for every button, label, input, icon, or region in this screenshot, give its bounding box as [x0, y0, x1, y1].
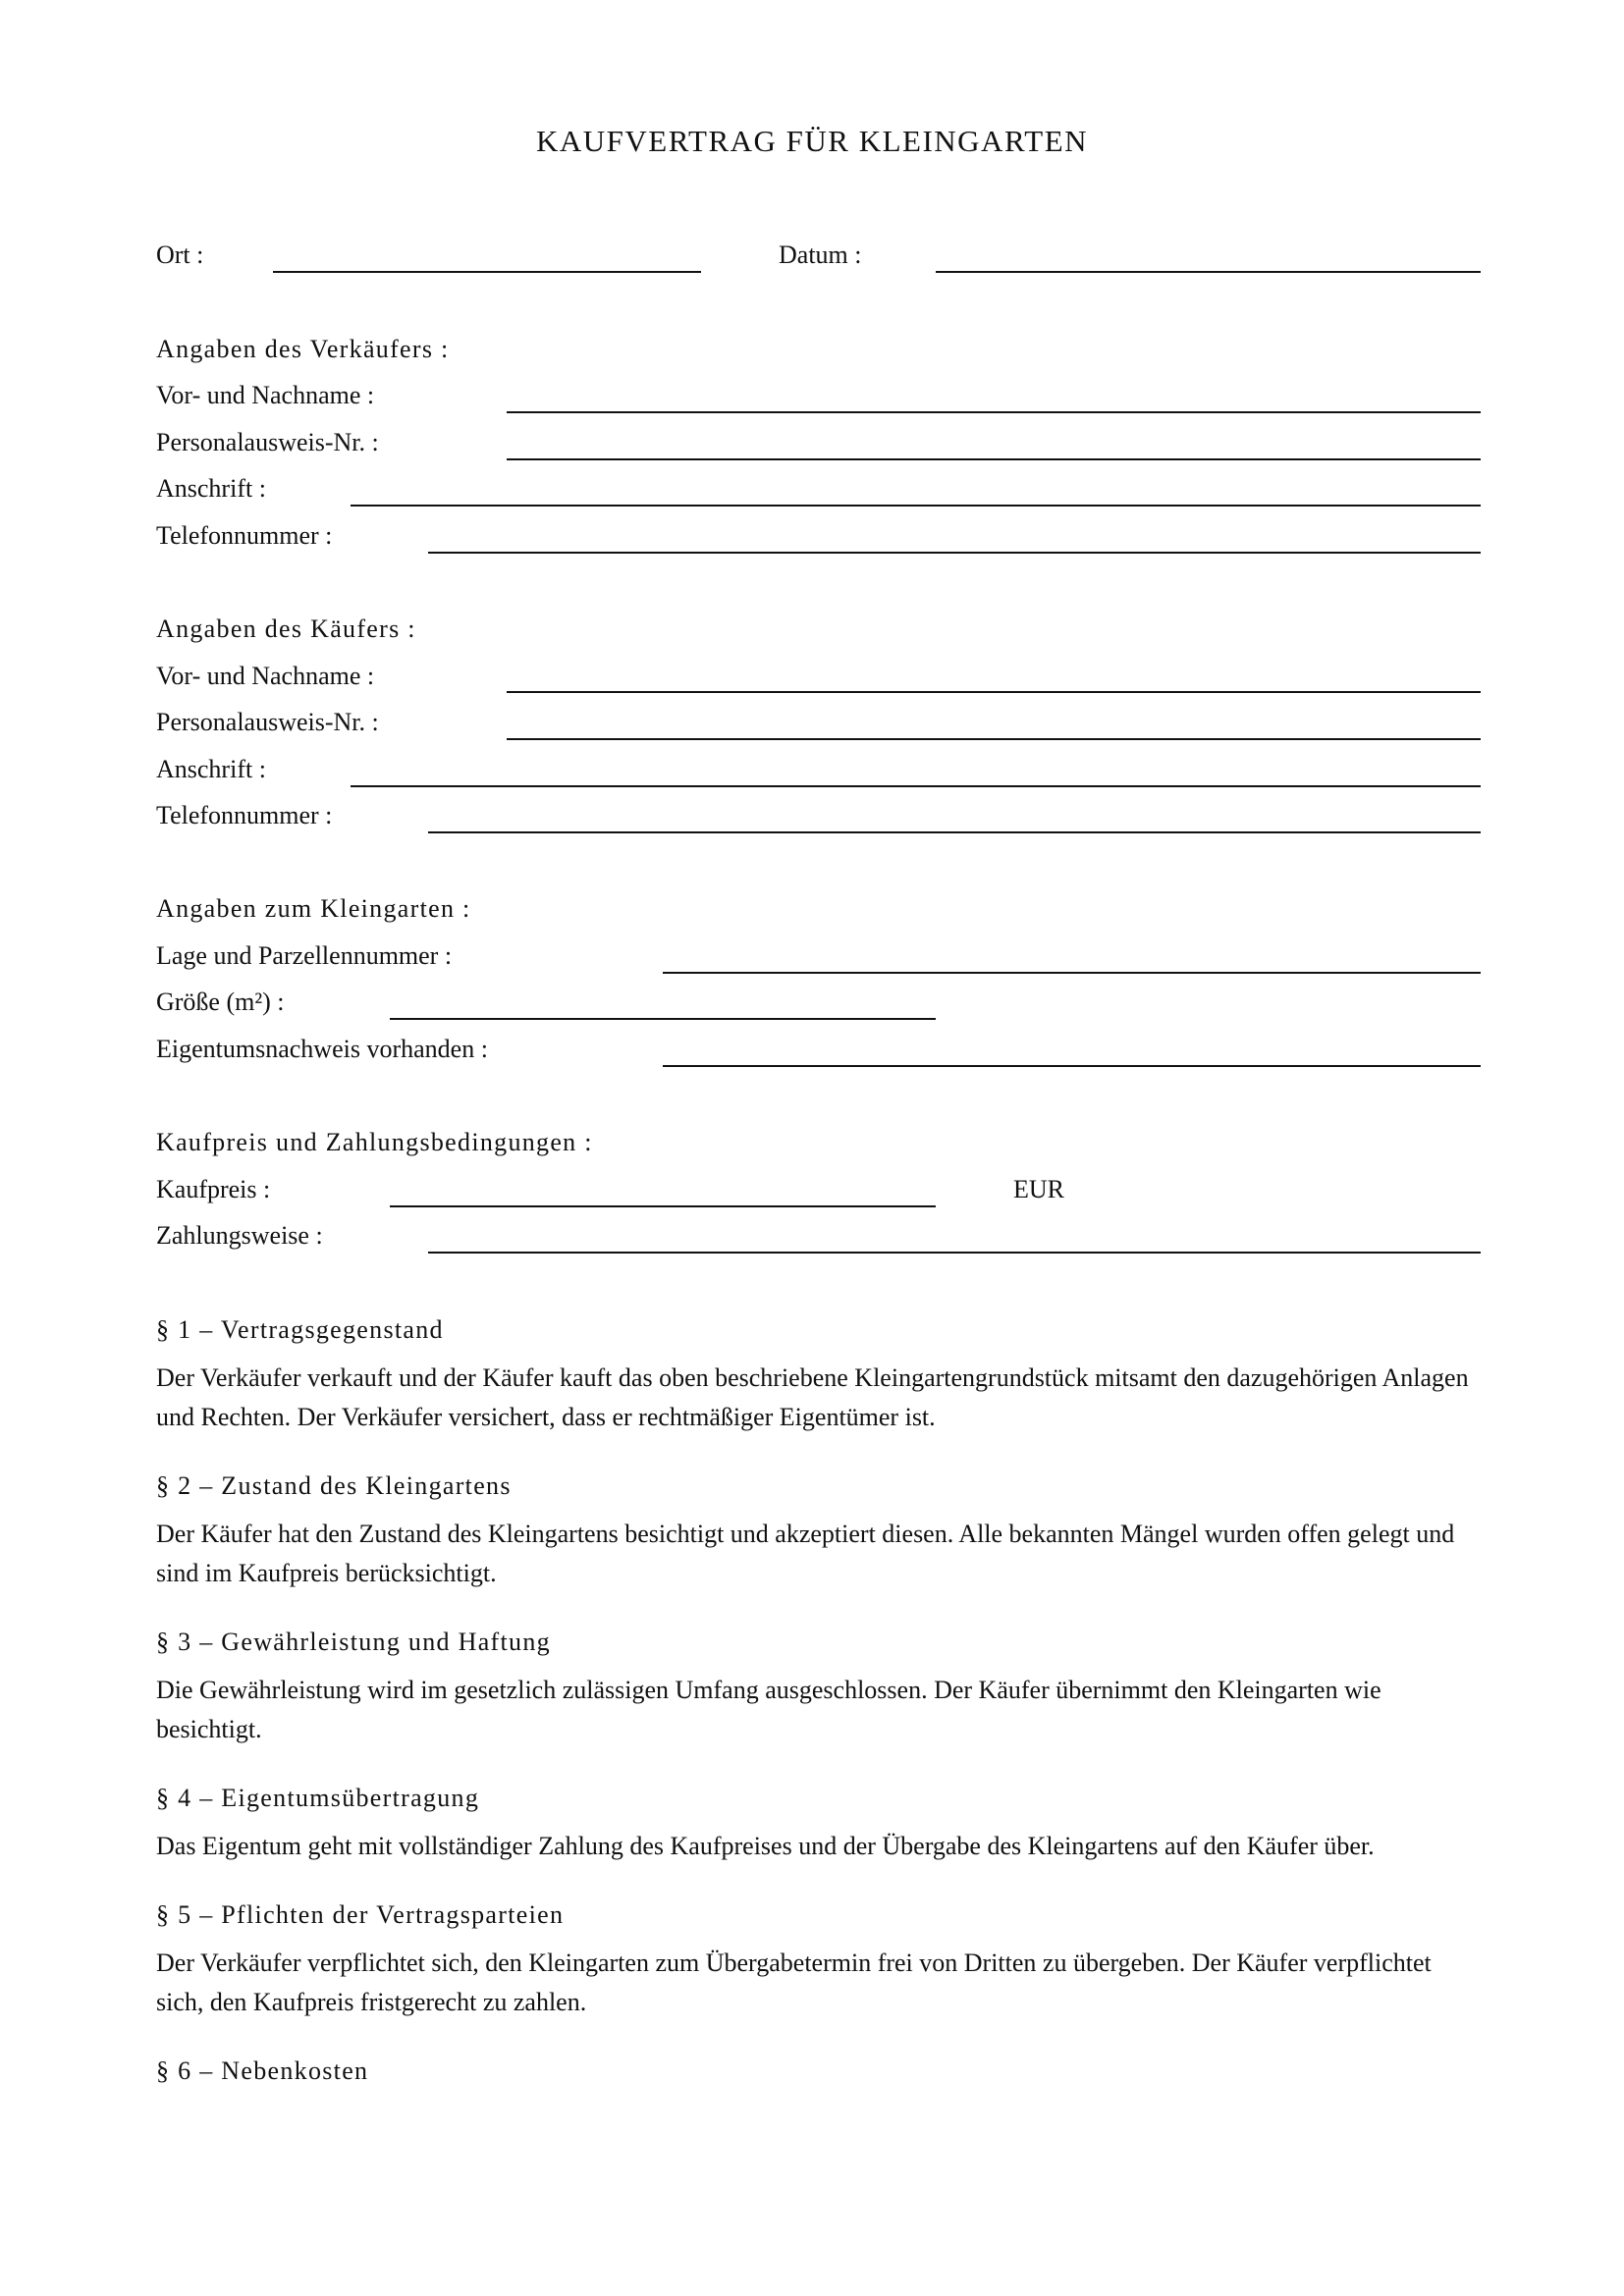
payment-heading: Kaufpreis und Zahlungsbedingungen : [156, 1128, 593, 1156]
section-3-text: Die Gewährleistung wird im gesetzlich zulässigen Umfang ausgeschlossen. Der Käufer übernimmt den Kleingarten wie besichtigt. [156, 1676, 1381, 1743]
garden-location-field[interactable] [663, 972, 1481, 974]
ort-field[interactable] [273, 271, 701, 273]
section-6-heading: § 6 – Nebenkosten [156, 2056, 369, 2085]
datum-label: Datum : [779, 240, 862, 269]
section-3-heading: § 3 – Gewährleistung und Haftung [156, 1628, 551, 1656]
buyer-name-field[interactable] [507, 691, 1481, 693]
section-1-text: Der Verkäufer verkauft und der Käufer kauft das oben beschriebene Kleingartengrundstück mitsamt den dazugehörigen Anlagen und Rechten. Der Verkäufer versichert, dass er rechtmäßiger Eigentümer ist. [156, 1363, 1469, 1431]
buyer-heading: Angaben des Käufers : [156, 614, 416, 643]
buyer-phone-field[interactable] [428, 831, 1481, 833]
seller-name-field[interactable] [507, 411, 1481, 413]
section-5-heading: § 5 – Pflichten der Vertragsparteien [156, 1900, 565, 1929]
seller-phone-label: Telefonnummer : [156, 521, 333, 550]
garden-location-label: Lage und Parzellennummer : [156, 941, 453, 970]
seller-address-label: Anschrift : [156, 474, 266, 503]
payment-method-field[interactable] [428, 1252, 1481, 1254]
price-field[interactable] [390, 1205, 936, 1207]
garden-size-label: Größe (m²) : [156, 988, 285, 1016]
payment-method-label: Zahlungsweise : [156, 1221, 323, 1250]
buyer-id-label: Personalausweis-Nr. : [156, 708, 379, 736]
currency-label: EUR [1013, 1175, 1064, 1203]
seller-address-field[interactable] [351, 505, 1481, 507]
section-1-heading: § 1 – Vertragsgegenstand [156, 1315, 444, 1344]
buyer-address-field[interactable] [351, 785, 1481, 787]
buyer-phone-label: Telefonnummer : [156, 801, 333, 829]
section-5-text: Der Verkäufer verpflichtet sich, den Kleingarten zum Übergabetermin frei von Dritten zu übergeben. Der Käufer verpflichtet sich, den Kaufpreis fristgerecht zu zahlen. [156, 1949, 1432, 2016]
garden-heading: Angaben zum Kleingarten : [156, 894, 471, 923]
buyer-address-label: Anschrift : [156, 755, 266, 783]
garden-ownership-label: Eigentumsnachweis vorhanden : [156, 1035, 488, 1063]
section-2-text: Der Käufer hat den Zustand des Kleingartens besichtigt und akzeptiert diesen. Alle bekannten Mängel wurden offen gelegt und sind im Kaufpreis berücksichtigt. [156, 1520, 1455, 1587]
garden-ownership-field[interactable] [663, 1065, 1481, 1067]
seller-name-label: Vor- und Nachname : [156, 381, 375, 409]
ort-label: Ort : [156, 240, 204, 269]
section-4-text: Das Eigentum geht mit vollständiger Zahlung des Kaufpreises und der Übergabe des Kleingartens auf den Käufer über. [156, 1832, 1375, 1860]
buyer-name-label: Vor- und Nachname : [156, 662, 375, 690]
price-label: Kaufpreis : [156, 1175, 271, 1203]
section-2-heading: § 2 – Zustand des Kleingartens [156, 1471, 512, 1500]
seller-id-field[interactable] [507, 458, 1481, 460]
seller-phone-field[interactable] [428, 552, 1481, 554]
section-4-heading: § 4 – Eigentumsübertragung [156, 1784, 480, 1812]
seller-id-label: Personalausweis-Nr. : [156, 428, 379, 456]
garden-size-field[interactable] [390, 1018, 936, 1020]
document-title: KAUFVERTRAG FÜR KLEINGARTEN [535, 124, 1089, 158]
seller-heading: Angaben des Verkäufers : [156, 335, 450, 363]
buyer-id-field[interactable] [507, 738, 1481, 740]
datum-field[interactable] [936, 271, 1481, 273]
